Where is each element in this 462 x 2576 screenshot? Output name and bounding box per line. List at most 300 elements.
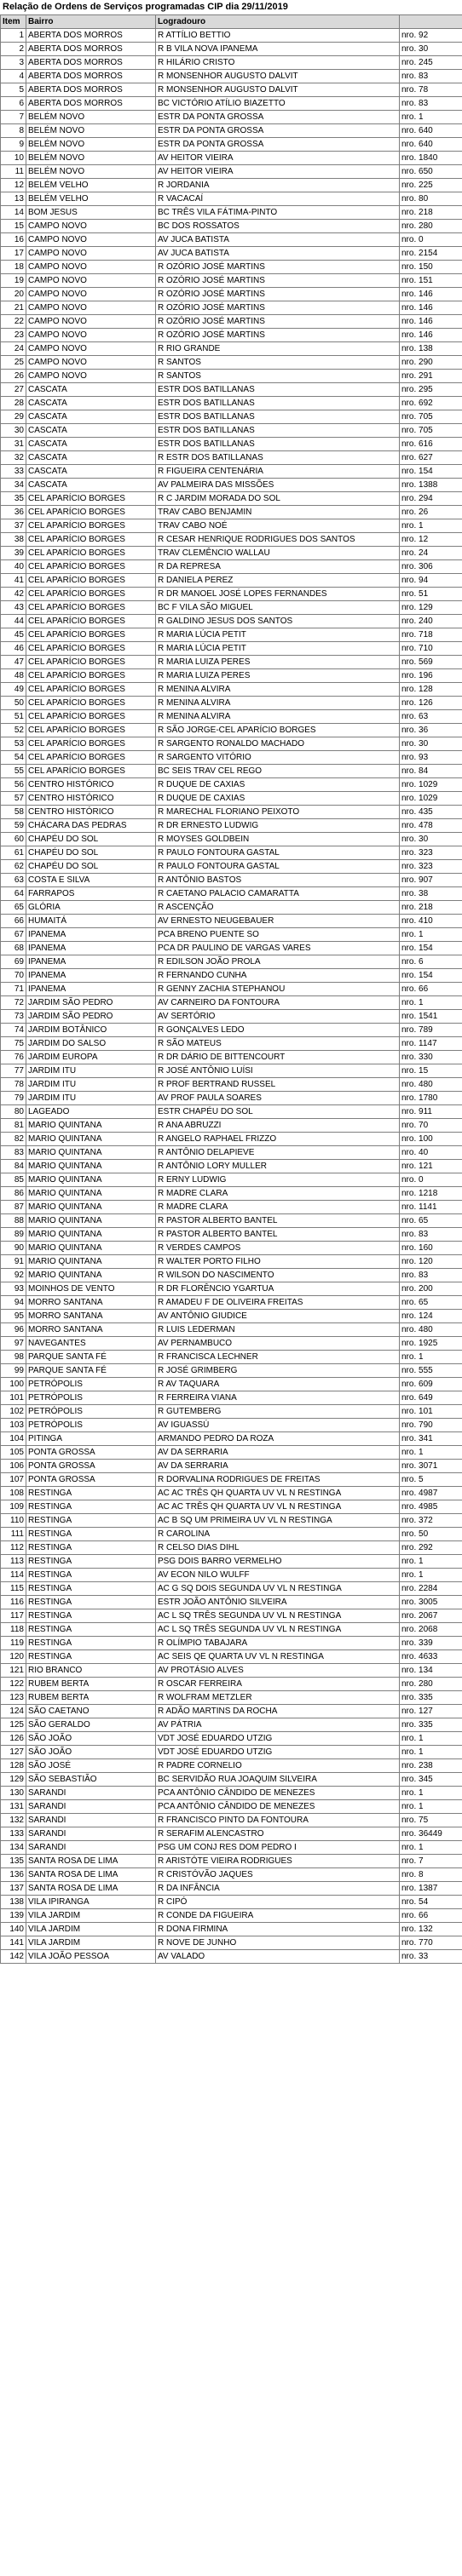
cell-numero: nro. 335: [400, 1718, 462, 1732]
sheet-title: Relação de Ordens de Serviços programadas CIP dia 29/11/2019: [3, 2, 288, 12]
cell-logradouro: AV PROTÁSIO ALVES: [156, 1664, 400, 1678]
cell-item: 132: [1, 1814, 26, 1827]
cell-numero: nro. 372: [400, 1514, 462, 1528]
cell-logradouro: R ARISTÓTE VIEIRA RODRIGUES: [156, 1855, 400, 1868]
cell-bairro: CAMPO NOVO: [26, 342, 156, 356]
cell-item: 90: [1, 1242, 26, 1255]
cell-item: 141: [1, 1936, 26, 1950]
cell-logradouro: R ANTÔNIO DELAPIEVE: [156, 1146, 400, 1160]
table-row: [1, 1787, 462, 1800]
cell-bairro: VILA JOÃO PESSOA: [26, 1950, 156, 1964]
table-row: [1, 1609, 462, 1623]
cell-numero: nro. 294: [400, 492, 462, 506]
table-row: [1, 1705, 462, 1718]
table-row: [1, 860, 462, 874]
cell-item: 18: [1, 261, 26, 274]
cell-logradouro: R AMADEU F DE OLIVEIRA FREITAS: [156, 1296, 400, 1310]
table-row: [1, 983, 462, 996]
cell-numero: nro. 30: [400, 833, 462, 846]
cell-numero: nro. 790: [400, 1419, 462, 1432]
table-row: [1, 765, 462, 778]
cell-item: 28: [1, 397, 26, 410]
table-row: [1, 724, 462, 737]
cell-bairro: BELÉM NOVO: [26, 165, 156, 179]
cell-numero: nro. 789: [400, 1024, 462, 1037]
table-row: [1, 1582, 462, 1596]
table-row: [1, 1814, 462, 1827]
table-row: [1, 615, 462, 628]
cell-item: 42: [1, 588, 26, 601]
table-row: [1, 465, 462, 479]
cell-bairro: CASCATA: [26, 479, 156, 492]
cell-bairro: PONTA GROSSA: [26, 1460, 156, 1473]
cell-numero: nro. 83: [400, 70, 462, 83]
cell-numero: nro. 1: [400, 1800, 462, 1814]
cell-item: 103: [1, 1419, 26, 1432]
table-row: [1, 1936, 462, 1950]
cell-logradouro: TRAV CLEMÊNCIO WALLAU: [156, 547, 400, 560]
cell-bairro: MARIO QUINTANA: [26, 1119, 156, 1133]
cell-numero: nro. 240: [400, 615, 462, 628]
cell-logradouro: R CAROLINA: [156, 1528, 400, 1541]
cell-item: 53: [1, 737, 26, 751]
cell-logradouro: R SANTOS: [156, 356, 400, 370]
cell-numero: nro. 36: [400, 724, 462, 737]
cell-bairro: RIO BRANCO: [26, 1664, 156, 1678]
table-row: [1, 642, 462, 656]
cell-bairro: MARIO QUINTANA: [26, 1242, 156, 1255]
table-row: [1, 124, 462, 138]
cell-numero: nro. 24: [400, 547, 462, 560]
cell-item: 95: [1, 1310, 26, 1323]
table-row: [1, 1405, 462, 1419]
cell-item: 6: [1, 97, 26, 111]
cell-item: 46: [1, 642, 26, 656]
header-numero: [400, 15, 462, 29]
cell-bairro: HUMAITÁ: [26, 915, 156, 928]
cell-bairro: ABERTA DOS MORROS: [26, 70, 156, 83]
cell-bairro: SÃO SEBASTIÃO: [26, 1773, 156, 1787]
cell-logradouro: R OZÓRIO JOSÉ MARTINS: [156, 288, 400, 301]
cell-logradouro: R DR MANOEL JOSÉ LOPES FERNANDES: [156, 588, 400, 601]
cell-item: 136: [1, 1868, 26, 1882]
table-row: [1, 928, 462, 942]
table-row: [1, 1718, 462, 1732]
cell-numero: nro. 80: [400, 192, 462, 206]
cell-item: 7: [1, 111, 26, 124]
cell-numero: nro. 295: [400, 383, 462, 397]
cell-numero: nro. 154: [400, 942, 462, 955]
cell-logradouro: R MARIA LUIZA PERES: [156, 669, 400, 683]
cell-bairro: CEL APARÍCIO BORGES: [26, 547, 156, 560]
cell-bairro: SANTA ROSA DE LIMA: [26, 1882, 156, 1896]
table-row: [1, 1364, 462, 1378]
cell-numero: nro. 1: [400, 928, 462, 942]
cell-logradouro: R OZÓRIO JOSÉ MARTINS: [156, 329, 400, 342]
cell-logradouro: R MENINA ALVIRA: [156, 710, 400, 724]
cell-logradouro: R PADRE CORNELIO: [156, 1759, 400, 1773]
cell-numero: nro. 280: [400, 1678, 462, 1691]
cell-item: 93: [1, 1282, 26, 1296]
cell-bairro: ABERTA DOS MORROS: [26, 97, 156, 111]
table-row: [1, 1773, 462, 1787]
cell-numero: nro. 1: [400, 1446, 462, 1460]
cell-item: 5: [1, 83, 26, 97]
cell-item: 119: [1, 1637, 26, 1650]
cell-numero: nro. 292: [400, 1541, 462, 1555]
cell-numero: nro. 3071: [400, 1460, 462, 1473]
cell-item: 4: [1, 70, 26, 83]
table-row: [1, 97, 462, 111]
cell-logradouro: VDT JOSÉ EDUARDO UTZIG: [156, 1746, 400, 1759]
table-row: [1, 370, 462, 383]
cell-numero: nro. 51: [400, 588, 462, 601]
cell-item: 34: [1, 479, 26, 492]
table-row: [1, 1133, 462, 1146]
table-row: [1, 56, 462, 70]
table-row: [1, 1010, 462, 1024]
cell-numero: nro. 134: [400, 1664, 462, 1678]
cell-numero: nro. 1: [400, 1351, 462, 1364]
cell-numero: nro. 245: [400, 56, 462, 70]
table-row: [1, 1228, 462, 1242]
cell-logradouro: R MONSENHOR AUGUSTO DALVIT: [156, 83, 400, 97]
cell-logradouro: R ESTR DOS BATILLANAS: [156, 451, 400, 465]
table-row: [1, 43, 462, 56]
cell-item: 64: [1, 887, 26, 901]
table-row: [1, 261, 462, 274]
cell-bairro: BELÉM VELHO: [26, 192, 156, 206]
cell-numero: nro. 92: [400, 29, 462, 43]
cell-logradouro: R DR FLORÊNCIO YGARTUA: [156, 1282, 400, 1296]
cell-item: 61: [1, 846, 26, 860]
cell-numero: nro. 160: [400, 1242, 462, 1255]
table-row: [1, 179, 462, 192]
cell-logradouro: ESTR CHAPÉU DO SOL: [156, 1105, 400, 1119]
cell-bairro: SANTA ROSA DE LIMA: [26, 1868, 156, 1882]
cell-bairro: CAMPO NOVO: [26, 301, 156, 315]
cell-logradouro: BC F VILA SÃO MIGUEL: [156, 601, 400, 615]
cell-item: 40: [1, 560, 26, 574]
cell-logradouro: BC TRÊS VILA FÁTIMA-PINTO: [156, 206, 400, 220]
cell-item: 13: [1, 192, 26, 206]
table-row: [1, 846, 462, 860]
table-body: [1, 29, 462, 1964]
cell-item: 21: [1, 301, 26, 315]
cell-bairro: MARIO QUINTANA: [26, 1269, 156, 1282]
cell-item: 76: [1, 1051, 26, 1064]
cell-bairro: PETRÓPOLIS: [26, 1419, 156, 1432]
table-row: [1, 1909, 462, 1923]
table-row: [1, 778, 462, 792]
cell-logradouro: R WILSON DO NASCIMENTO: [156, 1269, 400, 1282]
cell-item: 75: [1, 1037, 26, 1051]
cell-bairro: VILA IPIRANGA: [26, 1896, 156, 1909]
table-row: [1, 1351, 462, 1364]
cell-numero: nro. 435: [400, 806, 462, 819]
cell-bairro: CEL APARÍCIO BORGES: [26, 669, 156, 683]
cell-logradouro: ESTR JOÃO ANTÔNIO SILVEIRA: [156, 1596, 400, 1609]
cell-logradouro: R PASTOR ALBERTO BANTEL: [156, 1228, 400, 1242]
cell-bairro: RESTINGA: [26, 1596, 156, 1609]
table-row: [1, 547, 462, 560]
cell-numero: nro. 907: [400, 874, 462, 887]
cell-item: 70: [1, 969, 26, 983]
cell-numero: nro. 911: [400, 1105, 462, 1119]
cell-logradouro: R PAULO FONTOURA GASTAL: [156, 846, 400, 860]
cell-logradouro: R SÃO JORGE-CEL APARÍCIO BORGES: [156, 724, 400, 737]
cell-item: 94: [1, 1296, 26, 1310]
cell-logradouro: AV DA SERRARIA: [156, 1460, 400, 1473]
cell-logradouro: R DR ERNESTO LUDWIG: [156, 819, 400, 833]
cell-item: 17: [1, 247, 26, 261]
cell-numero: nro. 616: [400, 438, 462, 451]
table-row: [1, 1650, 462, 1664]
cell-logradouro: AV CARNEIRO DA FONTOURA: [156, 996, 400, 1010]
cell-item: 2: [1, 43, 26, 56]
cell-bairro: CHAPÉU DO SOL: [26, 860, 156, 874]
cell-numero: nro. 1029: [400, 792, 462, 806]
cell-bairro: CHAPÉU DO SOL: [26, 833, 156, 846]
cell-numero: nro. 478: [400, 819, 462, 833]
cell-item: 123: [1, 1691, 26, 1705]
cell-numero: nro. 33: [400, 1950, 462, 1964]
cell-numero: nro. 1840: [400, 152, 462, 165]
cell-logradouro: ARMANDO PEDRO DA ROZA: [156, 1432, 400, 1446]
cell-item: 26: [1, 370, 26, 383]
cell-bairro: CEL APARÍCIO BORGES: [26, 574, 156, 588]
table-row: [1, 683, 462, 697]
cell-item: 113: [1, 1555, 26, 1569]
cell-numero: nro. 2068: [400, 1623, 462, 1637]
cell-logradouro: ESTR DA PONTA GROSSA: [156, 138, 400, 152]
cell-logradouro: R FRANCISCA LECHNER: [156, 1351, 400, 1364]
table-row: [1, 601, 462, 615]
cell-item: 1: [1, 29, 26, 43]
cell-bairro: FARRAPOS: [26, 887, 156, 901]
cell-numero: nro. 650: [400, 165, 462, 179]
cell-item: 39: [1, 547, 26, 560]
table-row: [1, 111, 462, 124]
cell-numero: nro. 124: [400, 1310, 462, 1323]
cell-logradouro: AV HEITOR VIEIRA: [156, 165, 400, 179]
cell-logradouro: AC AC TRÊS QH QUARTA UV VL N RESTINGA: [156, 1500, 400, 1514]
table-row: [1, 1514, 462, 1528]
cell-numero: nro. 335: [400, 1691, 462, 1705]
cell-item: 52: [1, 724, 26, 737]
cell-item: 107: [1, 1473, 26, 1487]
cell-numero: nro. 1541: [400, 1010, 462, 1024]
cell-item: 56: [1, 778, 26, 792]
cell-logradouro: PCA ANTÔNIO CÂNDIDO DE MENEZES: [156, 1800, 400, 1814]
cell-logradouro: R B VILA NOVA IPANEMA: [156, 43, 400, 56]
cell-item: 102: [1, 1405, 26, 1419]
table-row: [1, 479, 462, 492]
table-row: [1, 1105, 462, 1119]
cell-numero: nro. 1: [400, 1569, 462, 1582]
cell-bairro: MARIO QUINTANA: [26, 1214, 156, 1228]
table-row: [1, 329, 462, 342]
cell-item: 48: [1, 669, 26, 683]
cell-logradouro: R OSCAR FERREIRA: [156, 1678, 400, 1691]
cell-logradouro: AV HEITOR VIEIRA: [156, 152, 400, 165]
cell-numero: nro. 705: [400, 410, 462, 424]
cell-bairro: MARIO QUINTANA: [26, 1146, 156, 1160]
table-row: [1, 1528, 462, 1541]
cell-bairro: MOINHOS DE VENTO: [26, 1282, 156, 1296]
cell-logradouro: AV JUCA BATISTA: [156, 233, 400, 247]
table-row: [1, 1391, 462, 1405]
table-row: [1, 165, 462, 179]
cell-bairro: CEL APARÍCIO BORGES: [26, 683, 156, 697]
cell-item: 84: [1, 1160, 26, 1173]
cell-item: 83: [1, 1146, 26, 1160]
cell-logradouro: R CRISTÓVÃO JAQUES: [156, 1868, 400, 1882]
cell-numero: nro. 65: [400, 1214, 462, 1228]
cell-logradouro: R VERDES CAMPOS: [156, 1242, 400, 1255]
cell-bairro: CAMPO NOVO: [26, 274, 156, 288]
cell-numero: nro. 146: [400, 329, 462, 342]
cell-bairro: PETRÓPOLIS: [26, 1405, 156, 1419]
cell-item: 38: [1, 533, 26, 547]
cell-bairro: GLÓRIA: [26, 901, 156, 915]
cell-logradouro: BC DOS ROSSATOS: [156, 220, 400, 233]
cell-item: 10: [1, 152, 26, 165]
table-row: [1, 1882, 462, 1896]
table-row: [1, 424, 462, 438]
cell-bairro: MARIO QUINTANA: [26, 1187, 156, 1201]
cell-logradouro: AC B SQ UM PRIMEIRA UV VL N RESTINGA: [156, 1514, 400, 1528]
cell-logradouro: AC SEIS QE QUARTA UV VL N RESTINGA: [156, 1650, 400, 1664]
table-row: [1, 1841, 462, 1855]
cell-logradouro: R SANTOS: [156, 370, 400, 383]
cell-bairro: VILA JARDIM: [26, 1923, 156, 1936]
table-row: [1, 1419, 462, 1432]
cell-numero: nro. 5: [400, 1473, 462, 1487]
table-row: [1, 915, 462, 928]
cell-bairro: CAMPO NOVO: [26, 220, 156, 233]
cell-bairro: BELÉM NOVO: [26, 124, 156, 138]
cell-numero: nro. 218: [400, 901, 462, 915]
cell-numero: nro. 100: [400, 1133, 462, 1146]
cell-bairro: IPANEMA: [26, 942, 156, 955]
cell-bairro: PARQUE SANTA FÉ: [26, 1364, 156, 1378]
cell-bairro: RUBEM BERTA: [26, 1691, 156, 1705]
table-row: [1, 1432, 462, 1446]
table-row: [1, 656, 462, 669]
table-row: [1, 1378, 462, 1391]
header-item: Item: [1, 15, 26, 29]
table-row: [1, 410, 462, 424]
cell-bairro: CEL APARÍCIO BORGES: [26, 737, 156, 751]
table-row: [1, 1827, 462, 1841]
table-row: [1, 533, 462, 547]
cell-logradouro: R EDILSON JOÃO PROLA: [156, 955, 400, 969]
cell-item: 124: [1, 1705, 26, 1718]
cell-logradouro: R JOSÉ ANTÔNIO LUÍSI: [156, 1064, 400, 1078]
cell-item: 99: [1, 1364, 26, 1378]
cell-item: 100: [1, 1378, 26, 1391]
cell-bairro: ABERTA DOS MORROS: [26, 56, 156, 70]
cell-item: 140: [1, 1923, 26, 1936]
cell-numero: nro. 154: [400, 969, 462, 983]
cell-numero: nro. 2067: [400, 1609, 462, 1623]
cell-logradouro: BC SERVIDÃO RUA JOAQUIM SILVEIRA: [156, 1773, 400, 1787]
cell-item: 41: [1, 574, 26, 588]
cell-bairro: CASCATA: [26, 397, 156, 410]
table-row: [1, 1201, 462, 1214]
cell-logradouro: ESTR DOS BATILLANAS: [156, 397, 400, 410]
cell-logradouro: R WOLFRAM METZLER: [156, 1691, 400, 1705]
cell-logradouro: TRAV CABO NOÉ: [156, 519, 400, 533]
table-row: [1, 342, 462, 356]
cell-item: 33: [1, 465, 26, 479]
cell-item: 55: [1, 765, 26, 778]
cell-numero: nro. 94: [400, 574, 462, 588]
cell-bairro: RESTINGA: [26, 1487, 156, 1500]
table-row: [1, 233, 462, 247]
cell-item: 8: [1, 124, 26, 138]
cell-bairro: RESTINGA: [26, 1609, 156, 1623]
table-row: [1, 1664, 462, 1678]
cell-bairro: CEL APARÍCIO BORGES: [26, 751, 156, 765]
cell-item: 24: [1, 342, 26, 356]
cell-numero: nro. 323: [400, 846, 462, 860]
cell-logradouro: R FRANCISCO PINTO DA FONTOURA: [156, 1814, 400, 1827]
cell-logradouro: AV PROF PAULA SOARES: [156, 1092, 400, 1105]
cell-bairro: RESTINGA: [26, 1555, 156, 1569]
table-row: [1, 1269, 462, 1282]
cell-logradouro: R GALDINO JESUS DOS SANTOS: [156, 615, 400, 628]
cell-numero: nro. 480: [400, 1323, 462, 1337]
cell-bairro: CASCATA: [26, 438, 156, 451]
cell-bairro: CASCATA: [26, 383, 156, 397]
cell-item: 85: [1, 1173, 26, 1187]
orders-table: [0, 14, 462, 1964]
table-row: [1, 1187, 462, 1201]
cell-logradouro: PCA BRENO PUENTE SO: [156, 928, 400, 942]
cell-bairro: CENTRO HISTÓRICO: [26, 792, 156, 806]
cell-bairro: PONTA GROSSA: [26, 1446, 156, 1460]
cell-bairro: JARDIM ITU: [26, 1078, 156, 1092]
table-row: [1, 138, 462, 152]
cell-item: 45: [1, 628, 26, 642]
cell-item: 134: [1, 1841, 26, 1855]
table-row: [1, 874, 462, 887]
table-row: [1, 356, 462, 370]
cell-numero: nro. 280: [400, 220, 462, 233]
cell-item: 25: [1, 356, 26, 370]
cell-logradouro: R MONSENHOR AUGUSTO DALVIT: [156, 70, 400, 83]
cell-item: 19: [1, 274, 26, 288]
cell-item: 62: [1, 860, 26, 874]
cell-bairro: BELÉM NOVO: [26, 152, 156, 165]
cell-item: 57: [1, 792, 26, 806]
cell-item: 117: [1, 1609, 26, 1623]
cell-numero: nro. 4633: [400, 1650, 462, 1664]
cell-item: 106: [1, 1460, 26, 1473]
cell-bairro: MARIO QUINTANA: [26, 1255, 156, 1269]
cell-item: 29: [1, 410, 26, 424]
table-row: [1, 1282, 462, 1296]
cell-bairro: JARDIM SÃO PEDRO: [26, 1010, 156, 1024]
table-row: [1, 1855, 462, 1868]
cell-numero: nro. 15: [400, 1064, 462, 1078]
cell-logradouro: R WALTER PORTO FILHO: [156, 1255, 400, 1269]
cell-logradouro: R OZÓRIO JOSÉ MARTINS: [156, 274, 400, 288]
cell-item: 126: [1, 1732, 26, 1746]
cell-numero: nro. 306: [400, 560, 462, 574]
